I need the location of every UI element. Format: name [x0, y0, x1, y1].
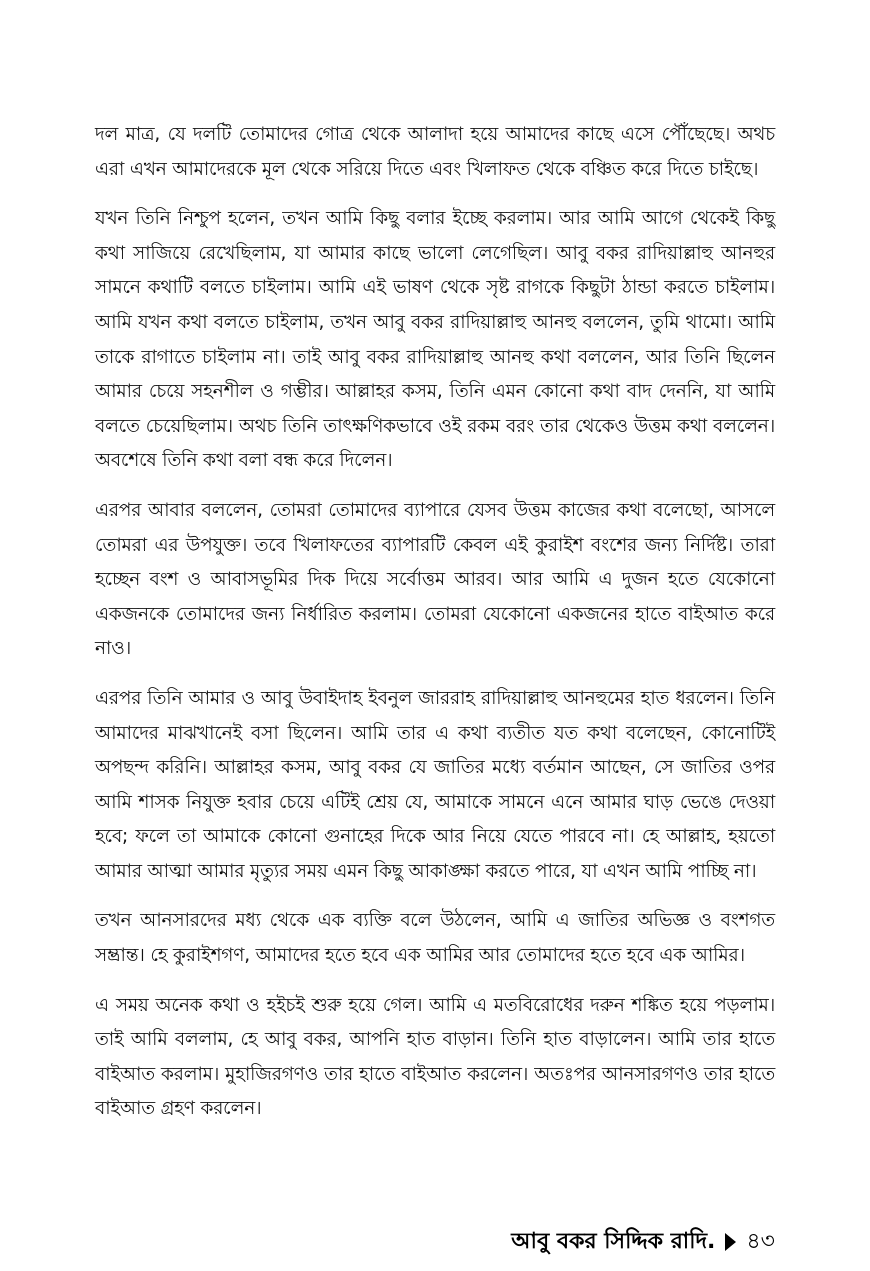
paragraph-6: এ সময় অনেক কথা ও হইচই শুরু হয়ে গেল। আমি এ মতবিরোধের দরুন শঙ্কিত হয়ে পড়লাম। তাই আমি বললাম, হে আবু বকর, আপনি হাত বাড়ান। তিনি হাত বাড়ালেন। আমি তার হাতে বাইআত করলাম। মুহাজিরগণও তার হাতে বাইআত করলেন। অতঃপর আনসারগণও তার হাতে বাইআত গ্রহণ করলেন। [95, 994, 775, 1120]
running-title: আবু বকর সিদ্দিক রাদি. [511, 1228, 716, 1254]
page-footer [0, 1222, 775, 1262]
paragraph-4: এরপর তিনি আমার ও আবু উবাইদাহ ইবনুল জাররাহ রাদিয়াল্লাহু আনহুমের হাত ধরলেন। তিনি আমাদের মাঝখানেই বসা ছিলেন। আমি তার এ কথা ব্যতীত যত কথা বলেছেন, কোনোটিই অপছন্দ করিনি। আল্লাহর কসম, আবু বকর যে জাতির মধ্যে বর্তমান আছেন, সে জাতির ওপর আমি শাসক নিযুক্ত হবার চেয়ে এটিই শ্রেয় যে, আমাকে সামনে এনে আমার ঘাড় ভেঙে দেওয়া হবে; ফলে তা আমাকে কোনো গুনাহের দিকে আর নিয়ে যেতে পারবে না। হে আল্লাহ, হয়তো আমার আত্মা আমার মৃত্যুর সময় এমন কিছু আকাঙ্ক্ষা করতে পারে, যা এখন আমি পাচ্ছি না। [95, 687, 775, 882]
paragraph-1: দল মাত্র, যে দলটি তোমাদের গোত্র থেকে আলাদা হয়ে আমাদের কাছে এসে পৌঁছেছে। অথচ এরা এখন আমাদেরকে মূল থেকে সরিয়ে দিতে এবং খিলাফত থেকে বঞ্চিত করে দিতে চাইছে। [95, 124, 775, 180]
paragraph-3: এরপর আবার বললেন, তোমরা তোমাদের ব্যাপারে যেসব উত্তম কাজের কথা বলেছো, আসলে তোমরা এর উপযুক্ত। তবে খিলাফতের ব্যাপারটি কেবল এই কুরাইশ বংশের জন্য নির্দিষ্ট। তারা হচ্ছেন বংশ ও আবাসভূমির দিক দিয়ে সর্বোত্তম আরব। আর আমি এ দুজন হতে যেকোনো একজনকে তোমাদের জন্য নির্ধারিত করলাম। তোমরা যেকোনো একজনের হাতে বাইআত করে নাও। [95, 499, 775, 660]
paragraph-5: তখন আনসারদের মধ্য থেকে এক ব্যক্তি বলে উঠলেন, আমি এ জাতির অভিজ্ঞ ও বংশগত সম্ভ্রান্ত। হে কুরাইশগণ, আমাদের হতে হবে এক আমির আর তোমাদের হতে হবে এক আমির। [95, 910, 775, 967]
play-arrow-icon [725, 1233, 736, 1251]
page-number: ৪৩ [746, 1228, 775, 1254]
page-body [95, 118, 775, 1142]
paragraph-2: যখন তিনি নিশ্চুপ হলেন, তখন আমি কিছু বলার ইচ্ছে করলাম। আর আমি আগে থেকেই কিছু কথা সাজিয়ে রেখেছিলাম, যা আমার কাছে ভালো লেগেছিল। আবু বকর রাদিয়াল্লাহু আনহুর সামনে কথাটি বলতে চাইলাম। আমি এই ভাষণ থেকে সৃষ্ট রাগকে কিছুটা ঠান্ডা করতে চাইলাম। আমি যখন কথা বলতে চাইলাম, তখন আবু বকর রাদিয়াল্লাহু আনহু বললেন, তুমি থামো। আমি তাকে রাগাতে চাইলাম না। তাই আবু বকর রাদিয়াল্লাহু আনহু কথা বললেন, আর তিনি ছিলেন আমার চেয়ে সহনশীল ও গম্ভীর। আল্লাহর কসম, তিনি এমন কোনো কথা বাদ দেননি, যা আমি বলতে চেয়েছিলাম। অথচ তিনি তাৎক্ষণিকভাবে ওই রকম বরং তার থেকেও উত্তম কথা বললেন। অবশেষে তিনি কথা বলা বন্ধ করে দিলেন। [95, 208, 775, 472]
